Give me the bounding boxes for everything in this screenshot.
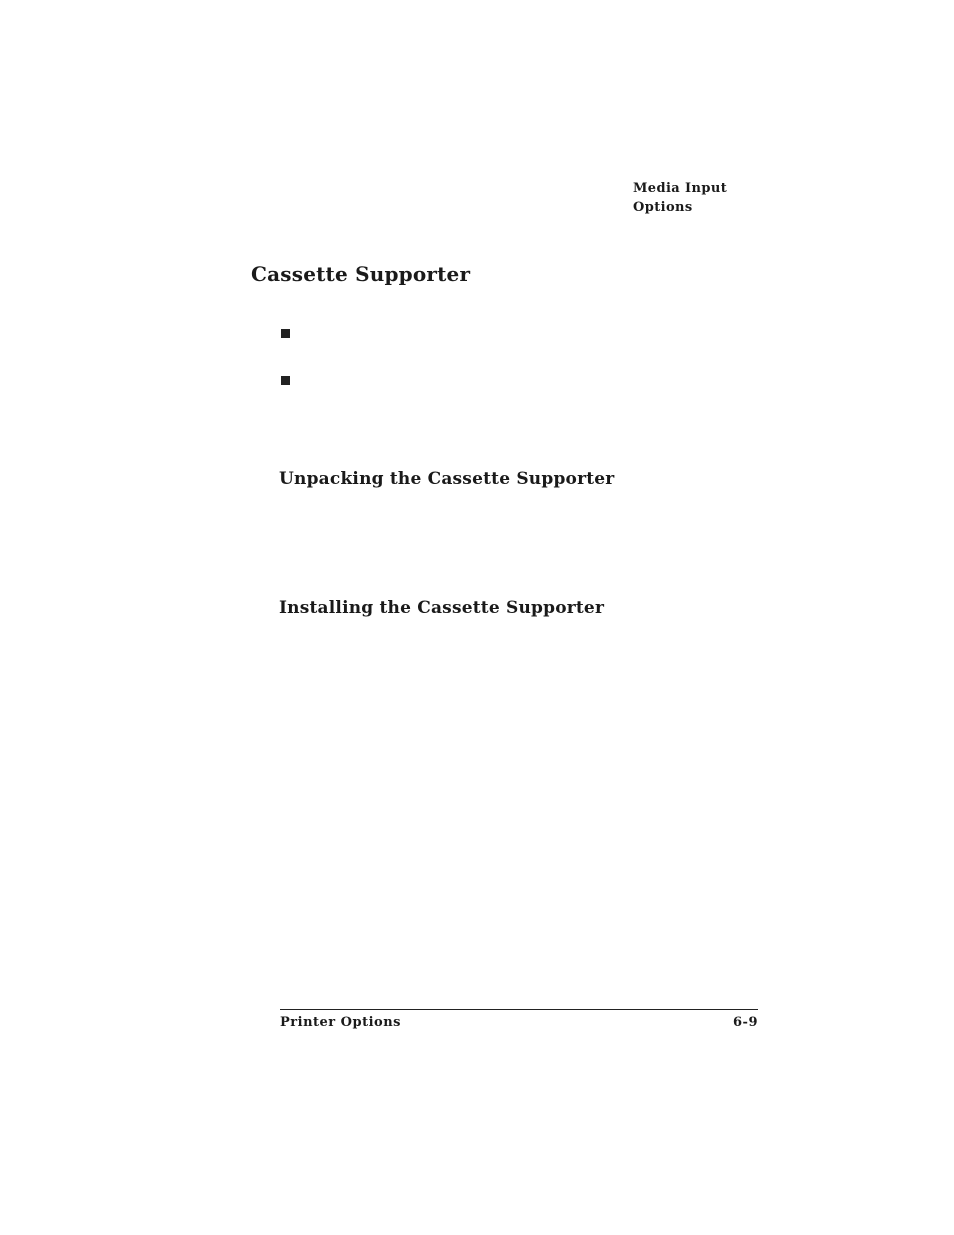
subheading-unpacking: Unpacking the Cassette Supporter — [279, 469, 615, 489]
bullet-square-icon — [281, 329, 290, 338]
footer-page-number: 6-9 — [733, 1015, 758, 1030]
running-header-line-1: Media Input — [633, 181, 728, 196]
running-header-line-2: Options — [633, 200, 693, 215]
section-title: Cassette Supporter — [251, 262, 471, 286]
footer-divider — [280, 1009, 758, 1010]
running-header — [633, 179, 727, 217]
footer-chapter-title: Printer Options — [280, 1015, 401, 1030]
subheading-installing: Installing the Cassette Supporter — [279, 598, 605, 618]
bullet-square-icon — [281, 376, 290, 385]
